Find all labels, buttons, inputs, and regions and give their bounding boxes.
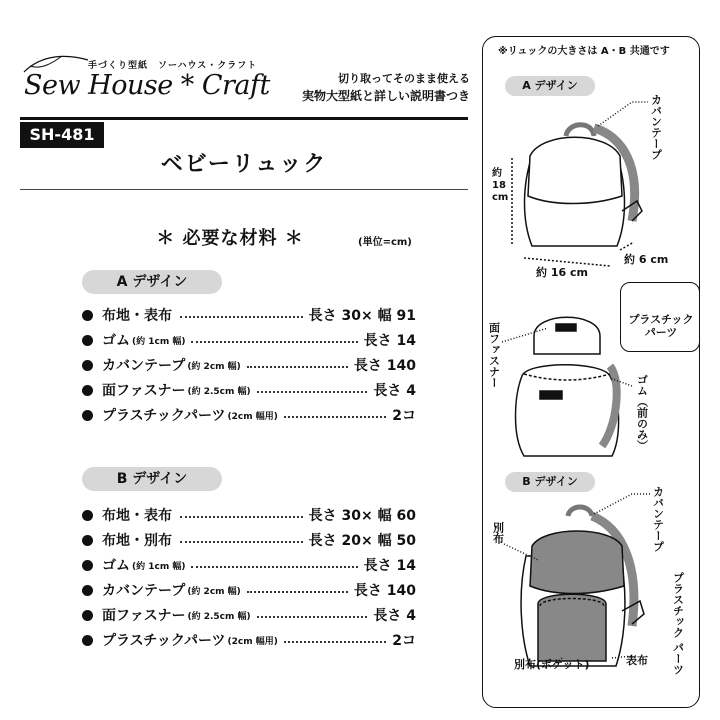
material-name: カバンテープ: [102, 583, 186, 599]
tagline-cut-out: 切り取ってそのまま使える: [338, 72, 470, 85]
material-amount: 長さ 20× 幅 50: [308, 533, 416, 549]
leader-dots: [180, 316, 303, 318]
label-width: 約 16 cm: [536, 266, 588, 279]
material-name: 布地・別布: [102, 533, 172, 549]
leader-dots: [191, 566, 357, 568]
illus-b-label: B デザイン: [505, 472, 595, 492]
material-note: (約 2cm 幅): [187, 586, 241, 597]
material-row: [82, 354, 416, 376]
leader-dots: [247, 591, 348, 593]
material-amount: 長さ 14: [363, 558, 416, 574]
label-pocket: 別布(ポケット): [514, 658, 590, 671]
leader-dots: [191, 341, 357, 343]
page-title: ベビーリュック: [160, 152, 328, 177]
material-amount: 長さ 30× 幅 91: [308, 308, 416, 324]
material-amount: 2コ: [392, 408, 416, 424]
material-note: (約 2.5cm 幅): [187, 386, 251, 397]
material-row: [82, 504, 416, 526]
material-name: プラスチックパーツ: [102, 408, 226, 424]
material-row: [82, 554, 416, 576]
illus-a-label: A デザイン: [505, 76, 595, 96]
label-height: 約 18 cm: [492, 168, 509, 203]
material-amount: 長さ 140: [353, 358, 416, 374]
label-depth: 約 6 cm: [624, 253, 669, 266]
label-plastic-parts-a: プラスチック パーツ: [628, 313, 694, 339]
size-note: ※リュックの大きさは A・B 共通です: [498, 46, 670, 57]
material-name: 布地・表布: [102, 308, 172, 324]
material-name: ゴム: [102, 558, 130, 574]
title-divider: [20, 189, 468, 190]
design-a-label: A デザイン: [82, 270, 222, 294]
brand-logo: Sew House * Craft: [24, 70, 270, 101]
material-amount: 長さ 30× 幅 60: [308, 508, 416, 524]
material-note: (2cm 幅用): [227, 411, 278, 422]
material-note: (約 2cm 幅): [187, 361, 241, 372]
material-row: [82, 379, 416, 401]
header-rule: [20, 117, 468, 120]
label-contrast-fabric: 別布: [491, 522, 505, 544]
material-row: [82, 579, 416, 601]
material-name: 面ファスナー: [102, 383, 186, 399]
leader-dots: [257, 391, 368, 393]
bullet-icon: [82, 385, 93, 396]
leader-dots: [257, 616, 368, 618]
material-row: [82, 304, 416, 326]
bullet-icon: [82, 335, 93, 346]
label-plastic-parts-b: プラスチック パーツ: [671, 572, 685, 675]
bullet-icon: [82, 310, 93, 321]
label-main-fabric: 表布: [626, 654, 648, 667]
bullet-icon: [82, 360, 93, 371]
material-amount: 長さ 140: [353, 583, 416, 599]
material-name: 布地・表布: [102, 508, 172, 524]
product-code: SH-481: [20, 122, 104, 148]
leader-dots: [284, 416, 386, 418]
brand-tagline: 手づくり型紙 ソーハウス・クラフト: [88, 61, 258, 71]
material-note: (約 1cm 幅): [132, 336, 186, 347]
material-row: [82, 329, 416, 351]
material-note: (約 2.5cm 幅): [187, 611, 251, 622]
leader-dots: [247, 366, 348, 368]
material-amount: 2コ: [392, 633, 416, 649]
material-row: [82, 629, 416, 651]
material-note: (2cm 幅用): [227, 636, 278, 647]
bullet-icon: [82, 510, 93, 521]
bullet-icon: [82, 585, 93, 596]
label-bag-tape-b: カバンテープ: [651, 486, 665, 552]
materials-heading: ＊ 必要な材料 ＊: [156, 228, 304, 249]
material-name: カバンテープ: [102, 358, 186, 374]
material-name: プラスチックパーツ: [102, 633, 226, 649]
bullet-icon: [82, 635, 93, 646]
label-bag-tape-a: カバンテープ: [649, 94, 663, 160]
label-elastic: ゴム（前のみ）: [635, 374, 649, 451]
bullet-icon: [82, 535, 93, 546]
leader-dots: [180, 516, 303, 518]
tagline-full-size: 実物大型紙と詳しい説明書つき: [301, 89, 470, 103]
bullet-icon: [82, 610, 93, 621]
bullet-icon: [82, 410, 93, 421]
leader-dots: [284, 641, 386, 643]
material-note: (約 1cm 幅): [132, 561, 186, 572]
leader-dots: [180, 541, 303, 543]
label-velcro: 面ファスナー: [487, 322, 501, 388]
material-name: 面ファスナー: [102, 608, 186, 624]
material-amount: 長さ 14: [363, 333, 416, 349]
material-amount: 長さ 4: [373, 383, 416, 399]
material-name: ゴム: [102, 333, 130, 349]
material-row: [82, 529, 416, 551]
backpack-drawings: [482, 36, 700, 708]
design-b-label: B デザイン: [82, 467, 222, 491]
unit-note: (単位=cm): [358, 237, 412, 248]
bullet-icon: [82, 560, 93, 571]
material-row: [82, 604, 416, 626]
material-row: [82, 404, 416, 426]
material-amount: 長さ 4: [373, 608, 416, 624]
